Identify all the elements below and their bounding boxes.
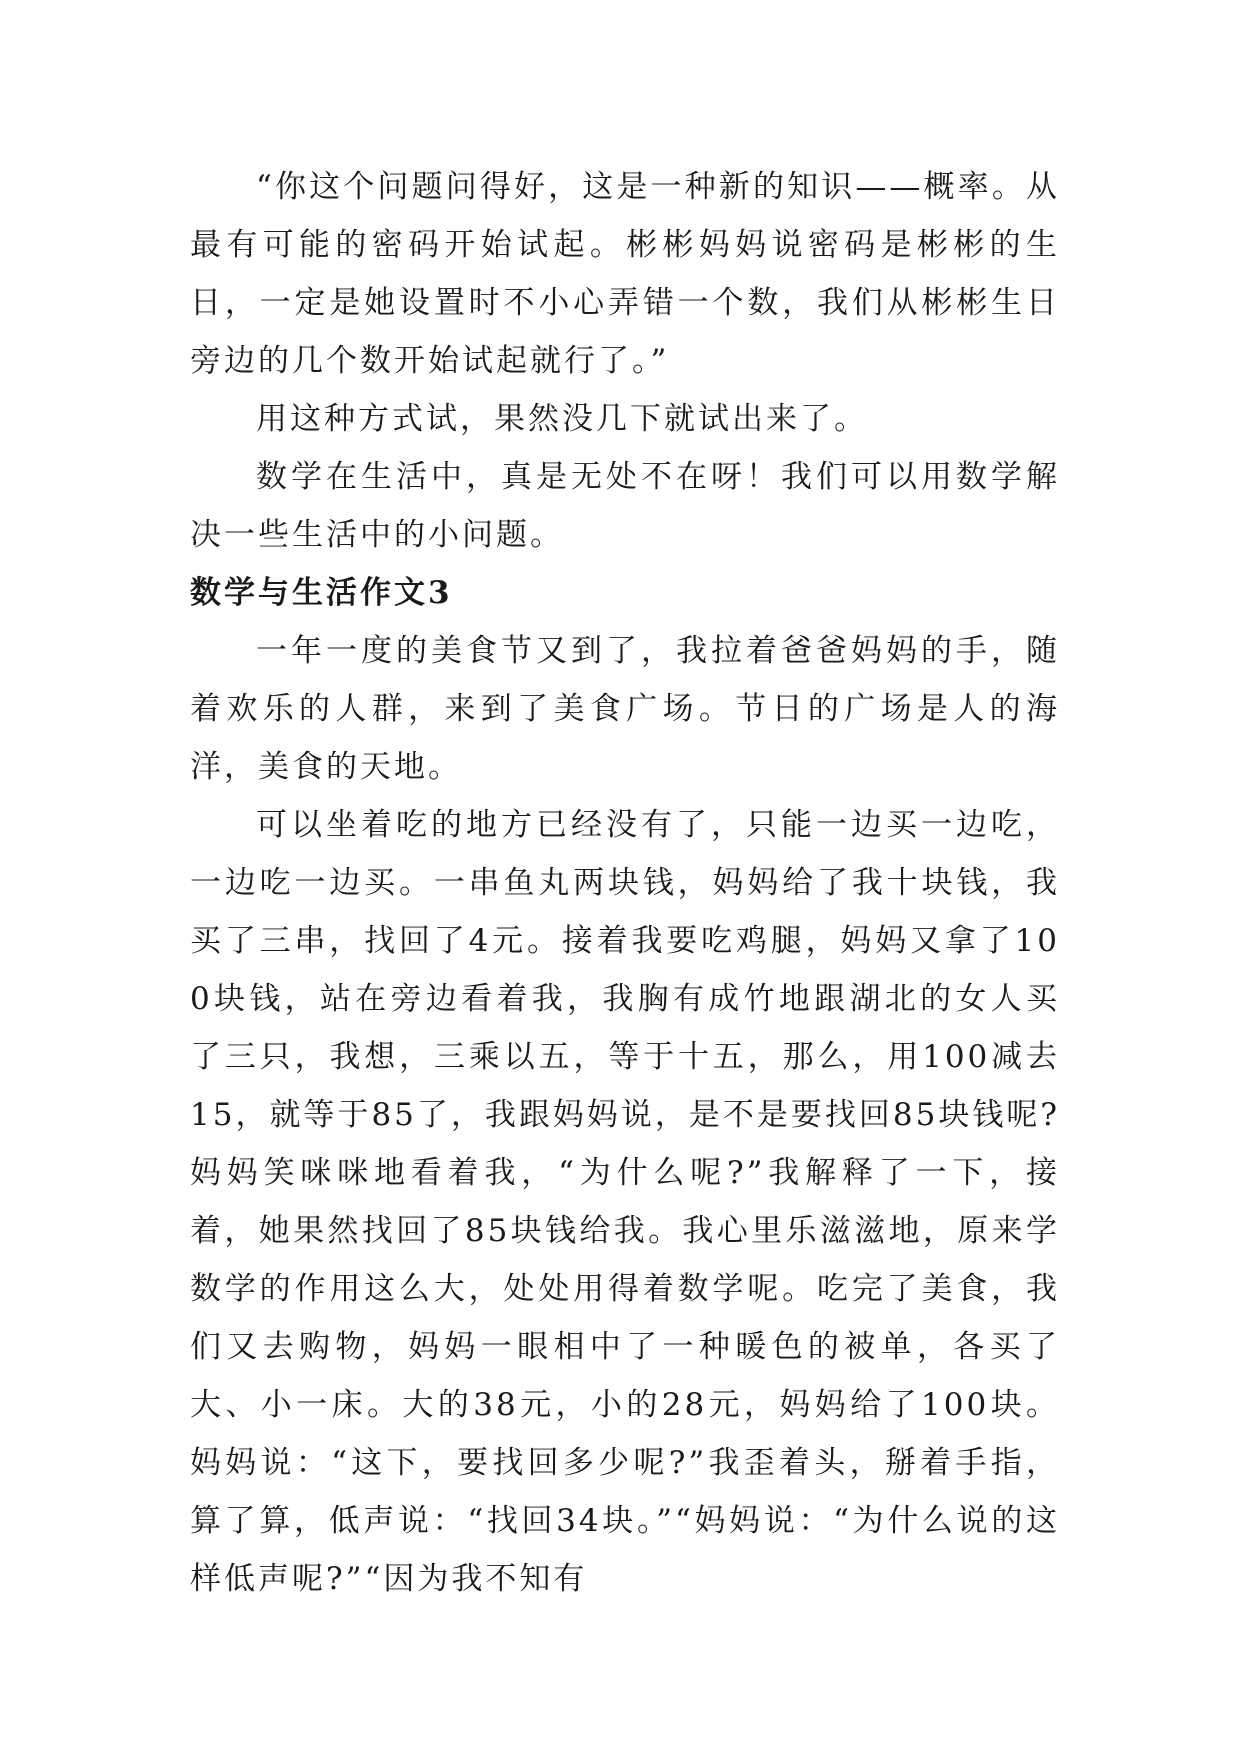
section-title: 数学与生活作文3 [190,575,453,611]
paragraph-math-everywhere: 数学在生活中，真是无处不在呀！我们可以用数学解决一些生活中的小问题。 [190,459,1060,553]
paragraph-probability-answer: “你这个问题问得好，这是一种新的知识——概率。从最有可能的密码开始试起。彬彬妈妈说密码是彬彬的生日，一定是她设置时不小心弄错一个数，我们从彬彬生日旁边的几个数开始试起就行了。” [190,169,1060,379]
paragraph-shopping-math: 可以坐着吃的地方已经没有了，只能一边买一边吃，一边吃一边买。一串鱼丸两块钱，妈妈给了我十块钱，我买了三串，找回了4元。接着我要吃鸡腿，妈妈又拿了100块钱，站在旁边看着我，我胸有成竹地跟湖北的女人买了三只，我想，三乘以五，等于十五，那么，用100减去15，就等于85了，我跟妈妈说，是不是要找回85块钱呢?妈妈笑咪咪地看着我，“为什么呢?”我解释了一下，接着，她果然找回了85块钱给我。我心里乐滋滋地，原来学数学的作用这么大，处处用得着数学呢。吃完了美食，我们又去购物，妈妈一眼相中了一种暖色的被单，各买了大、小一床。大的38元，小的28元，妈妈给了100块。妈妈说：“这下，要找回多少呢?”我歪着头，掰着手指，算了算，低声说：“找回34块。”“妈妈说：“为什么说的这样低声呢?”“因为我不知有 [190,807,1060,1597]
paragraph-password-found: 用这种方式试，果然没几下就试出来了。 [256,401,868,437]
document-body [190,158,1060,1608]
paragraph-food-festival: 一年一度的美食节又到了，我拉着爸爸妈妈的手，随着欢乐的人群，来到了美食广场。节日的广场是人的海洋，美食的天地。 [190,633,1060,785]
